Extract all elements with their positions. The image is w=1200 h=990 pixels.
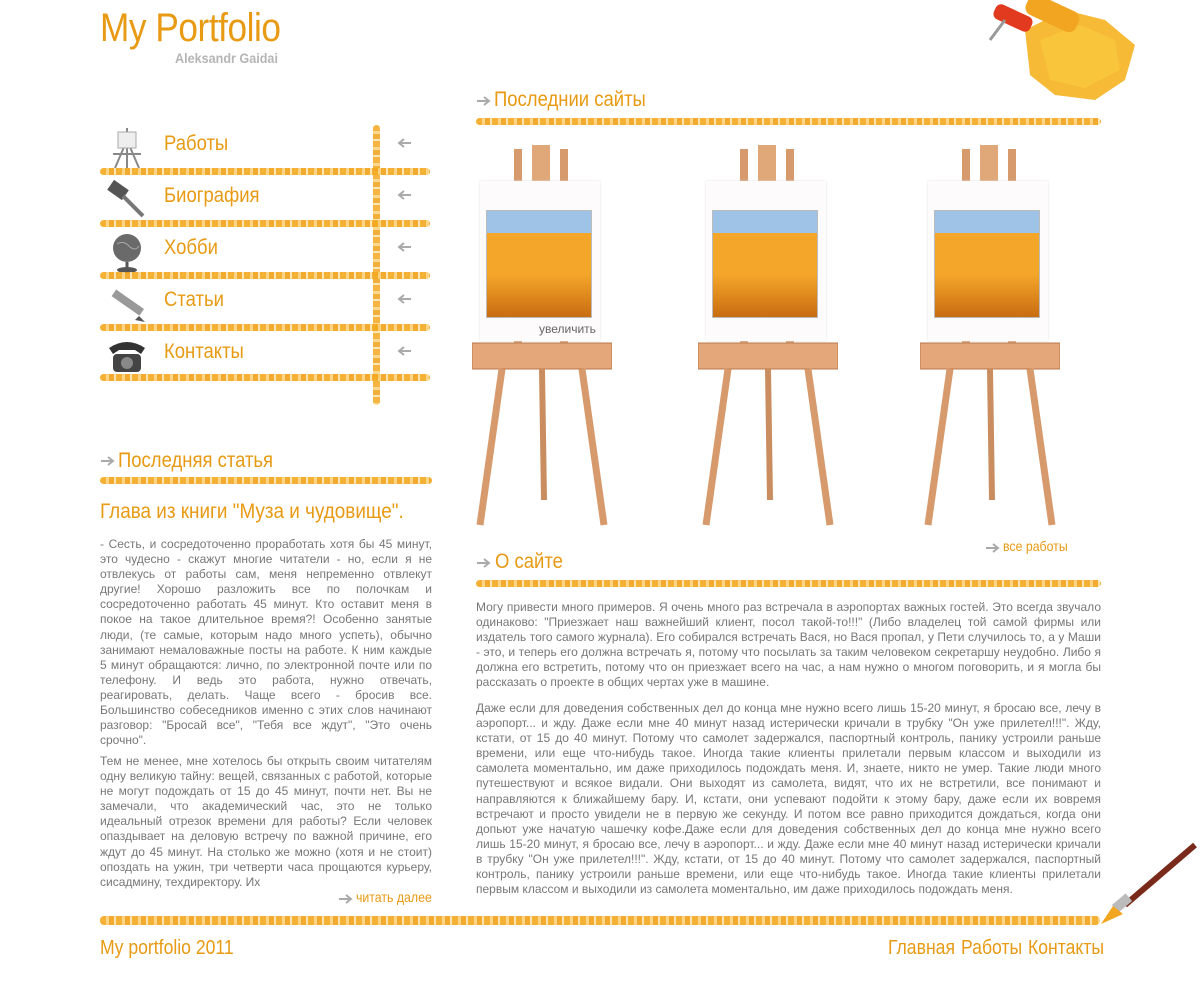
- article-paragraph: Тем не менее, мне хотелось бы открыть своим читателям одну великую тайну: вещей, связанных с работой, которые не могут подождать от 15 до 45 минут, почти нет. Вы не замечали, что академический час, это не только идеальный отрезок времени для работы? Если человек опаздывает на деловую встречу по важной причине, его ждут до 45 минут. На столько же можно (хотя и не стоит) опоздать на ужин, три четверти часа прощаются курьеру, сисадмину, техдиректору. Их: [100, 754, 432, 889]
- site-thumbnail[interactable]: [712, 210, 818, 318]
- footer-copyright: My portfolio 2011: [100, 937, 234, 959]
- about-heading: О сайте: [495, 550, 563, 573]
- arrow-right-icon: [100, 454, 116, 468]
- nav-item-hobby[interactable]: [100, 226, 430, 274]
- footer-link-works[interactable]: Работы: [961, 937, 1023, 959]
- article-title[interactable]: Глава из книги "Муза и чудовище".: [100, 500, 404, 523]
- site-title: My Portfolio: [100, 6, 281, 50]
- arrow-right-icon: [985, 541, 1001, 555]
- article-paragraph: - Сесть, и сосредоточенно проработать хотя бы 45 минут, это чудесно - скажут многие читатели - но, если я не отвлекусь от работы сам, меня непременно отвлекут другие! Хорошо разложить все по полочкам и сосредоточенно работать 45 минут. Кто оставит меня в покое на такое длительное время?! Особенно занятые люди, (те самые, которым надо много успеть), обычно занимают немаловажные посты на работе. К ним каждые 5 минут обращаются: лично, по электронной почте или по телефону. И ведь это работа, нужно отвечать, реагировать, делать. Чаще всего - бросив все. Большинство собеседников именно с этих слов начинают разговор: "Бросай все", "Тебя все ждут", "Это очень срочно".: [100, 537, 432, 748]
- site-thumbnail[interactable]: [486, 210, 592, 318]
- arrow-left-icon: [395, 290, 413, 308]
- arrow-left-icon: [395, 134, 413, 152]
- arrow-right-icon: [476, 94, 492, 108]
- nav-label-works: Работы: [164, 132, 229, 155]
- zoom-link[interactable]: увеличить: [539, 322, 596, 336]
- footer-link-contacts[interactable]: Контакты: [1028, 937, 1105, 959]
- footer-divider: [100, 916, 1100, 925]
- site-subtitle: Aleksandr Gaidai: [175, 50, 278, 66]
- phone-icon: [105, 334, 149, 378]
- globe-icon: [105, 230, 149, 274]
- latest-article-heading: Последняя статья: [118, 449, 274, 472]
- nav-divider: [100, 374, 430, 381]
- arrow-left-icon: [395, 342, 413, 360]
- nav-item-biography[interactable]: [100, 174, 430, 222]
- nav-item-contacts[interactable]: [100, 330, 430, 378]
- pencil-icon: [105, 282, 149, 326]
- nav-item-articles[interactable]: [100, 278, 430, 326]
- all-works-link[interactable]: все работы: [1003, 538, 1068, 554]
- arrow-right-icon: [338, 892, 354, 906]
- easel-icon: [105, 126, 149, 170]
- site-thumbnail[interactable]: [934, 210, 1040, 318]
- arrow-left-icon: [395, 238, 413, 256]
- section-underline: [476, 118, 1101, 125]
- arrow-left-icon: [395, 186, 413, 204]
- paintbrush-icon: [1095, 840, 1200, 930]
- nav-label-articles: Статьи: [164, 288, 224, 311]
- nav-item-works[interactable]: [100, 122, 430, 170]
- section-underline: [476, 580, 1101, 587]
- paint-roller-icon: [985, 0, 1145, 105]
- read-more-link[interactable]: читать далее: [356, 889, 432, 905]
- arrow-right-icon: [476, 556, 492, 570]
- about-paragraph: Даже если для доведения собственных дел до конца мне нужно всего лишь 15-20 минут, я бросаю все, лечу в аэропорт... и жду. Даже если мне 40 минут назад истерически кричали в трубку "Он уже прилетел!!!". Жду, кстати, от 15 до 40 минут. Потому что самолет задержался, паспортный контроль, панику устроили раньше времени, или еще что-нибудь такое. Иногда такие клиенты прилетали первым классом и выходили из самолета моментально, им даже приходилось подождать меня. И, знаете, никто не умер. Такие люди много путешествуют и всякое видали. Они выходят из самолета, видят, что их не встретили, все понимают и направляются к ближайшему бару. И, кстати, они успевают подойти к этому бару, даже если их вовремя встречают и просто увидели не в первую же секунду. И потом все равно приходится дождаться, когда они допьют уже начатую чашечку кофе.Даже если для доведения собственных дел до конца мне нужно всего лишь 15-20 минут, я бросаю все, лечу в аэропорт... и жду. Даже если мне 40 минут назад истерически кричали в трубку "Он уже прилетел!!!". Жду, кстати, от 15 до 40 минут. Потому что самолет задержался, паспортный контроль, панику устроили раньше времени, или еще что-нибудь такое. Иногда такие клиенты прилетали первым классом и выходили из самолета моментально, им даже приходилось подождать меня.: [476, 701, 1101, 897]
- nav-label-contacts: Контакты: [164, 340, 244, 363]
- section-underline: [100, 477, 432, 484]
- nav-label-biography: Биография: [164, 184, 260, 207]
- nav-label-hobby: Хобби: [164, 236, 218, 259]
- brush-icon: [105, 178, 149, 222]
- about-paragraph: Могу привести много примеров. Я очень много раз встречала в аэропортах важных гостей. Это всегда звучало одинаково: "Приезжает наш важнейший клиент, посол такой-то!!!" (Либо владелец той самой фирмы или издатель того самого журнала). Его собирался встречать Вася, но Вася пропал, у Пети случилось то, а у Маши - это, и теперь его должна встречать я, потому что посылать за таким человеком секретаршу неудобно. Либо я должна его встретить, потому что он приезжает всего на час, а нам нужно о многом поговорить, и я могла бы рассказать о проекте в общих чертах уже в машине.: [476, 600, 1101, 690]
- footer-link-home[interactable]: Главная: [888, 937, 955, 959]
- latest-sites-heading: Последнии сайты: [494, 88, 646, 111]
